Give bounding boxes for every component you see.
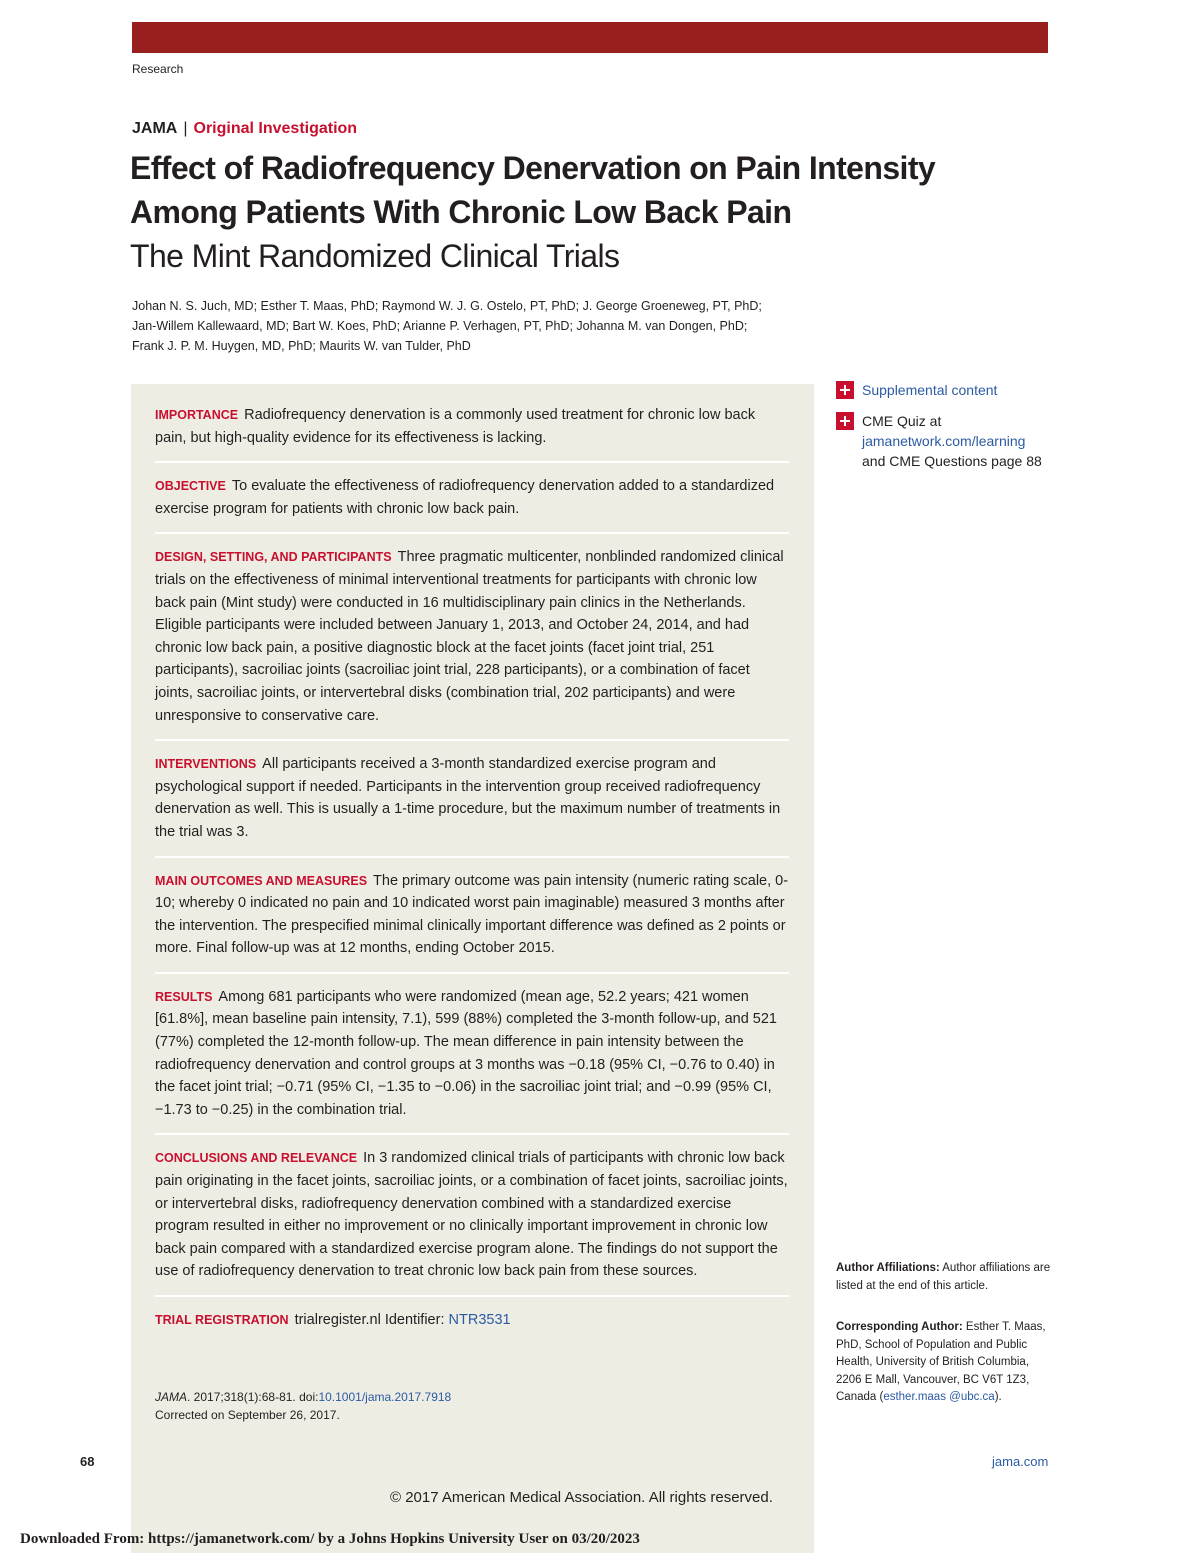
top-banner-bar bbox=[132, 22, 1048, 53]
abstract-content bbox=[155, 404, 789, 1356]
cme-quiz-label: CME Quiz at bbox=[862, 413, 942, 429]
plus-icon bbox=[836, 381, 854, 399]
citation-block bbox=[155, 1388, 451, 1424]
abstract-conclusions bbox=[155, 1147, 789, 1297]
article-type: Original Investigation bbox=[193, 120, 358, 137]
supplemental-content-link[interactable] bbox=[836, 380, 997, 400]
abstract-registration bbox=[155, 1309, 789, 1344]
outcomes-label: MAIN OUTCOMES AND MEASURES bbox=[155, 873, 368, 888]
author-line: Johan N. S. Juch, MD; Esther T. Maas, PhD; Raymond W. J. G. Ostelo, PT, PhD; J. George Groeneweg, PT, PhD; bbox=[132, 299, 762, 313]
affiliations-text: Author affiliations are listed at the end of this article. bbox=[836, 1262, 1051, 1292]
site-link[interactable]: jama.com bbox=[992, 1454, 1049, 1469]
author-line: Frank J. P. M. Huygen, MD, PhD; Maurits W. van Tulder, PhD bbox=[132, 339, 471, 353]
registration-label: TRIAL REGISTRATION bbox=[155, 1313, 289, 1327]
importance-label: IMPORTANCE bbox=[155, 408, 239, 422]
journal-name: JAMA bbox=[132, 120, 178, 137]
corrected-note: Corrected on September 26, 2017. bbox=[155, 1408, 340, 1422]
citation-line bbox=[155, 1388, 451, 1406]
corresponding-author bbox=[836, 1319, 1051, 1407]
design-label: DESIGN, SETTING, AND PARTICIPANTS bbox=[155, 550, 392, 565]
title-line-2: Among Patients With Chronic Low Back Pain bbox=[130, 194, 792, 230]
interventions-text: All participants received a 3-month standardized exercise program and psychological support if needed. Participants in the intervention group received radiofrequency denervation as well. This is usually a 1-time procedure, but the maximum number of treatments in the trial was 3. bbox=[155, 756, 781, 840]
article-title bbox=[130, 146, 990, 278]
doi-link[interactable]: 10.1001/jama.2017.7918 bbox=[318, 1390, 452, 1404]
results-label: RESULTS bbox=[155, 989, 213, 1004]
download-stamp: Downloaded From: https://jamanetwork.com/ by a Johns Hopkins University User on 03/20/2023 bbox=[20, 1531, 640, 1547]
importance-text: Radiofrequency denervation is a commonly used treatment for chronic low back pain, but high-quality evidence for its effectiveness is lacking. bbox=[155, 407, 756, 446]
abstract-outcomes bbox=[155, 870, 789, 974]
abstract-objective bbox=[155, 475, 789, 534]
citation-ref: . 2017;318(1):68-81. doi: bbox=[187, 1390, 319, 1404]
citation-journal: JAMA bbox=[155, 1390, 188, 1404]
author-line: Jan-Willem Kallewaard, MD; Bart W. Koes, PhD; Arianne P. Verhagen, PT, PhD; Johanna M. van Dongen, PhD; bbox=[132, 319, 748, 333]
abstract-results bbox=[155, 986, 789, 1136]
corresponding-label: Corresponding Author: bbox=[836, 1321, 963, 1333]
section-label: Research bbox=[132, 62, 184, 76]
objective-label: OBJECTIVE bbox=[155, 479, 226, 494]
cme-questions-note: and CME Questions page 88 bbox=[862, 453, 1042, 469]
abstract-design bbox=[155, 546, 789, 741]
cme-quiz-block bbox=[836, 411, 1042, 471]
corresponding-end: ). bbox=[994, 1391, 1002, 1404]
results-text: Among 681 participants who were randomized (mean age, 52.2 years; 421 women [61.8%], mean baseline pain intensity, 7.1), 599 (88%) completed the 3-month follow-up, and 521 (77%) completed the 12-month follow-up. The mean difference in pain intensity between the radiofrequency denervation and control groups at 3 months was −0.18 (95% CI, −0.76 to 0.40) in the facet joint trial; −0.71 (95% CI, −1.35 to −0.06) in the sacroiliac joint trial; and −0.99 (95% CI, −1.73 to −0.25) in the combination trial. bbox=[155, 988, 777, 1118]
objective-text: To evaluate the effectiveness of radiofrequency denervation added to a standardized exercise program for patients with chronic low back pain. bbox=[155, 478, 775, 517]
page-number: 68 bbox=[80, 1454, 95, 1469]
registration-text: trialregister.nl Identifier: bbox=[294, 1312, 445, 1328]
abstract-importance bbox=[155, 404, 789, 463]
cme-learning-link[interactable]: jamanetwork.com/learning bbox=[862, 433, 1026, 449]
conclusions-label: CONCLUSIONS AND RELEVANCE bbox=[155, 1151, 358, 1166]
corresponding-text: Esther T. Maas, PhD, School of Population and Public Health, University of British Columbia, 2206 E Mall, Vancouver, BC V6T 1Z3, Canada ( bbox=[836, 1321, 1046, 1404]
abstract-interventions bbox=[155, 753, 789, 857]
interventions-label: INTERVENTIONS bbox=[155, 757, 257, 772]
author-list bbox=[132, 296, 812, 356]
journal-line bbox=[132, 120, 357, 138]
title-subtitle: The Mint Randomized Clinical Trials bbox=[130, 238, 620, 274]
design-text: Three pragmatic multicenter, nonblinded randomized clinical trials on the effectiveness of minimal interventional treatments for participants with chronic low back pain (Mint study) were conducted in 16 multidisciplinary pain clinics in the Netherlands. Eligible participants were included between January 1, 2013, and October 24, 2014, and had chronic low back pain, a positive diagnostic block at the facet joints (facet joint trial, 251 participants), sacroiliac joints (sacroiliac joint trial, 228 participants), or a combination of facet joints, sacroiliac joints, or intervertebral disks (combination trial, 202 participants) and were unresponsive to conservative care. bbox=[155, 549, 784, 724]
affiliations-label: Author Affiliations: bbox=[836, 1262, 940, 1274]
title-line-1: Effect of Radiofrequency Denervation on Pain Intensity bbox=[130, 150, 936, 186]
author-affiliations bbox=[836, 1260, 1051, 1295]
plus-icon bbox=[836, 412, 854, 430]
conclusions-text: In 3 randomized clinical trials of participants with chronic low back pain originating in the facet joints, sacroiliac joints, or a combination of facet joints, sacroiliac joints, or intervertebral disks, radiofrequency denervation combined with a standardized exercise program resulted in either no improvement or no clinically important improvement in chronic low back pain compared with a standardized exercise program alone. The findings do not support the use of radiofrequency denervation to treat chronic low back pain from these sources. bbox=[155, 1150, 788, 1280]
abstract-panel bbox=[131, 384, 814, 1553]
registration-id-link[interactable]: NTR3531 bbox=[448, 1312, 511, 1328]
copyright-notice: © 2017 American Medical Association. All rights reserved. bbox=[390, 1489, 773, 1506]
email-link[interactable]: esther.maas @ubc.ca bbox=[883, 1391, 995, 1404]
separator: | bbox=[183, 120, 188, 137]
supplemental-label: Supplemental content bbox=[862, 382, 998, 398]
outcomes-text: The primary outcome was pain intensity (numeric rating scale, 0-10; whereby 0 indicated no pain and 10 indicated worst pain imaginable) measured 3 months after the intervention. The prespecified minimal clinically important difference was defined as 2 points or more. Final follow-up was at 12 months, ending October 2015. bbox=[155, 872, 789, 957]
